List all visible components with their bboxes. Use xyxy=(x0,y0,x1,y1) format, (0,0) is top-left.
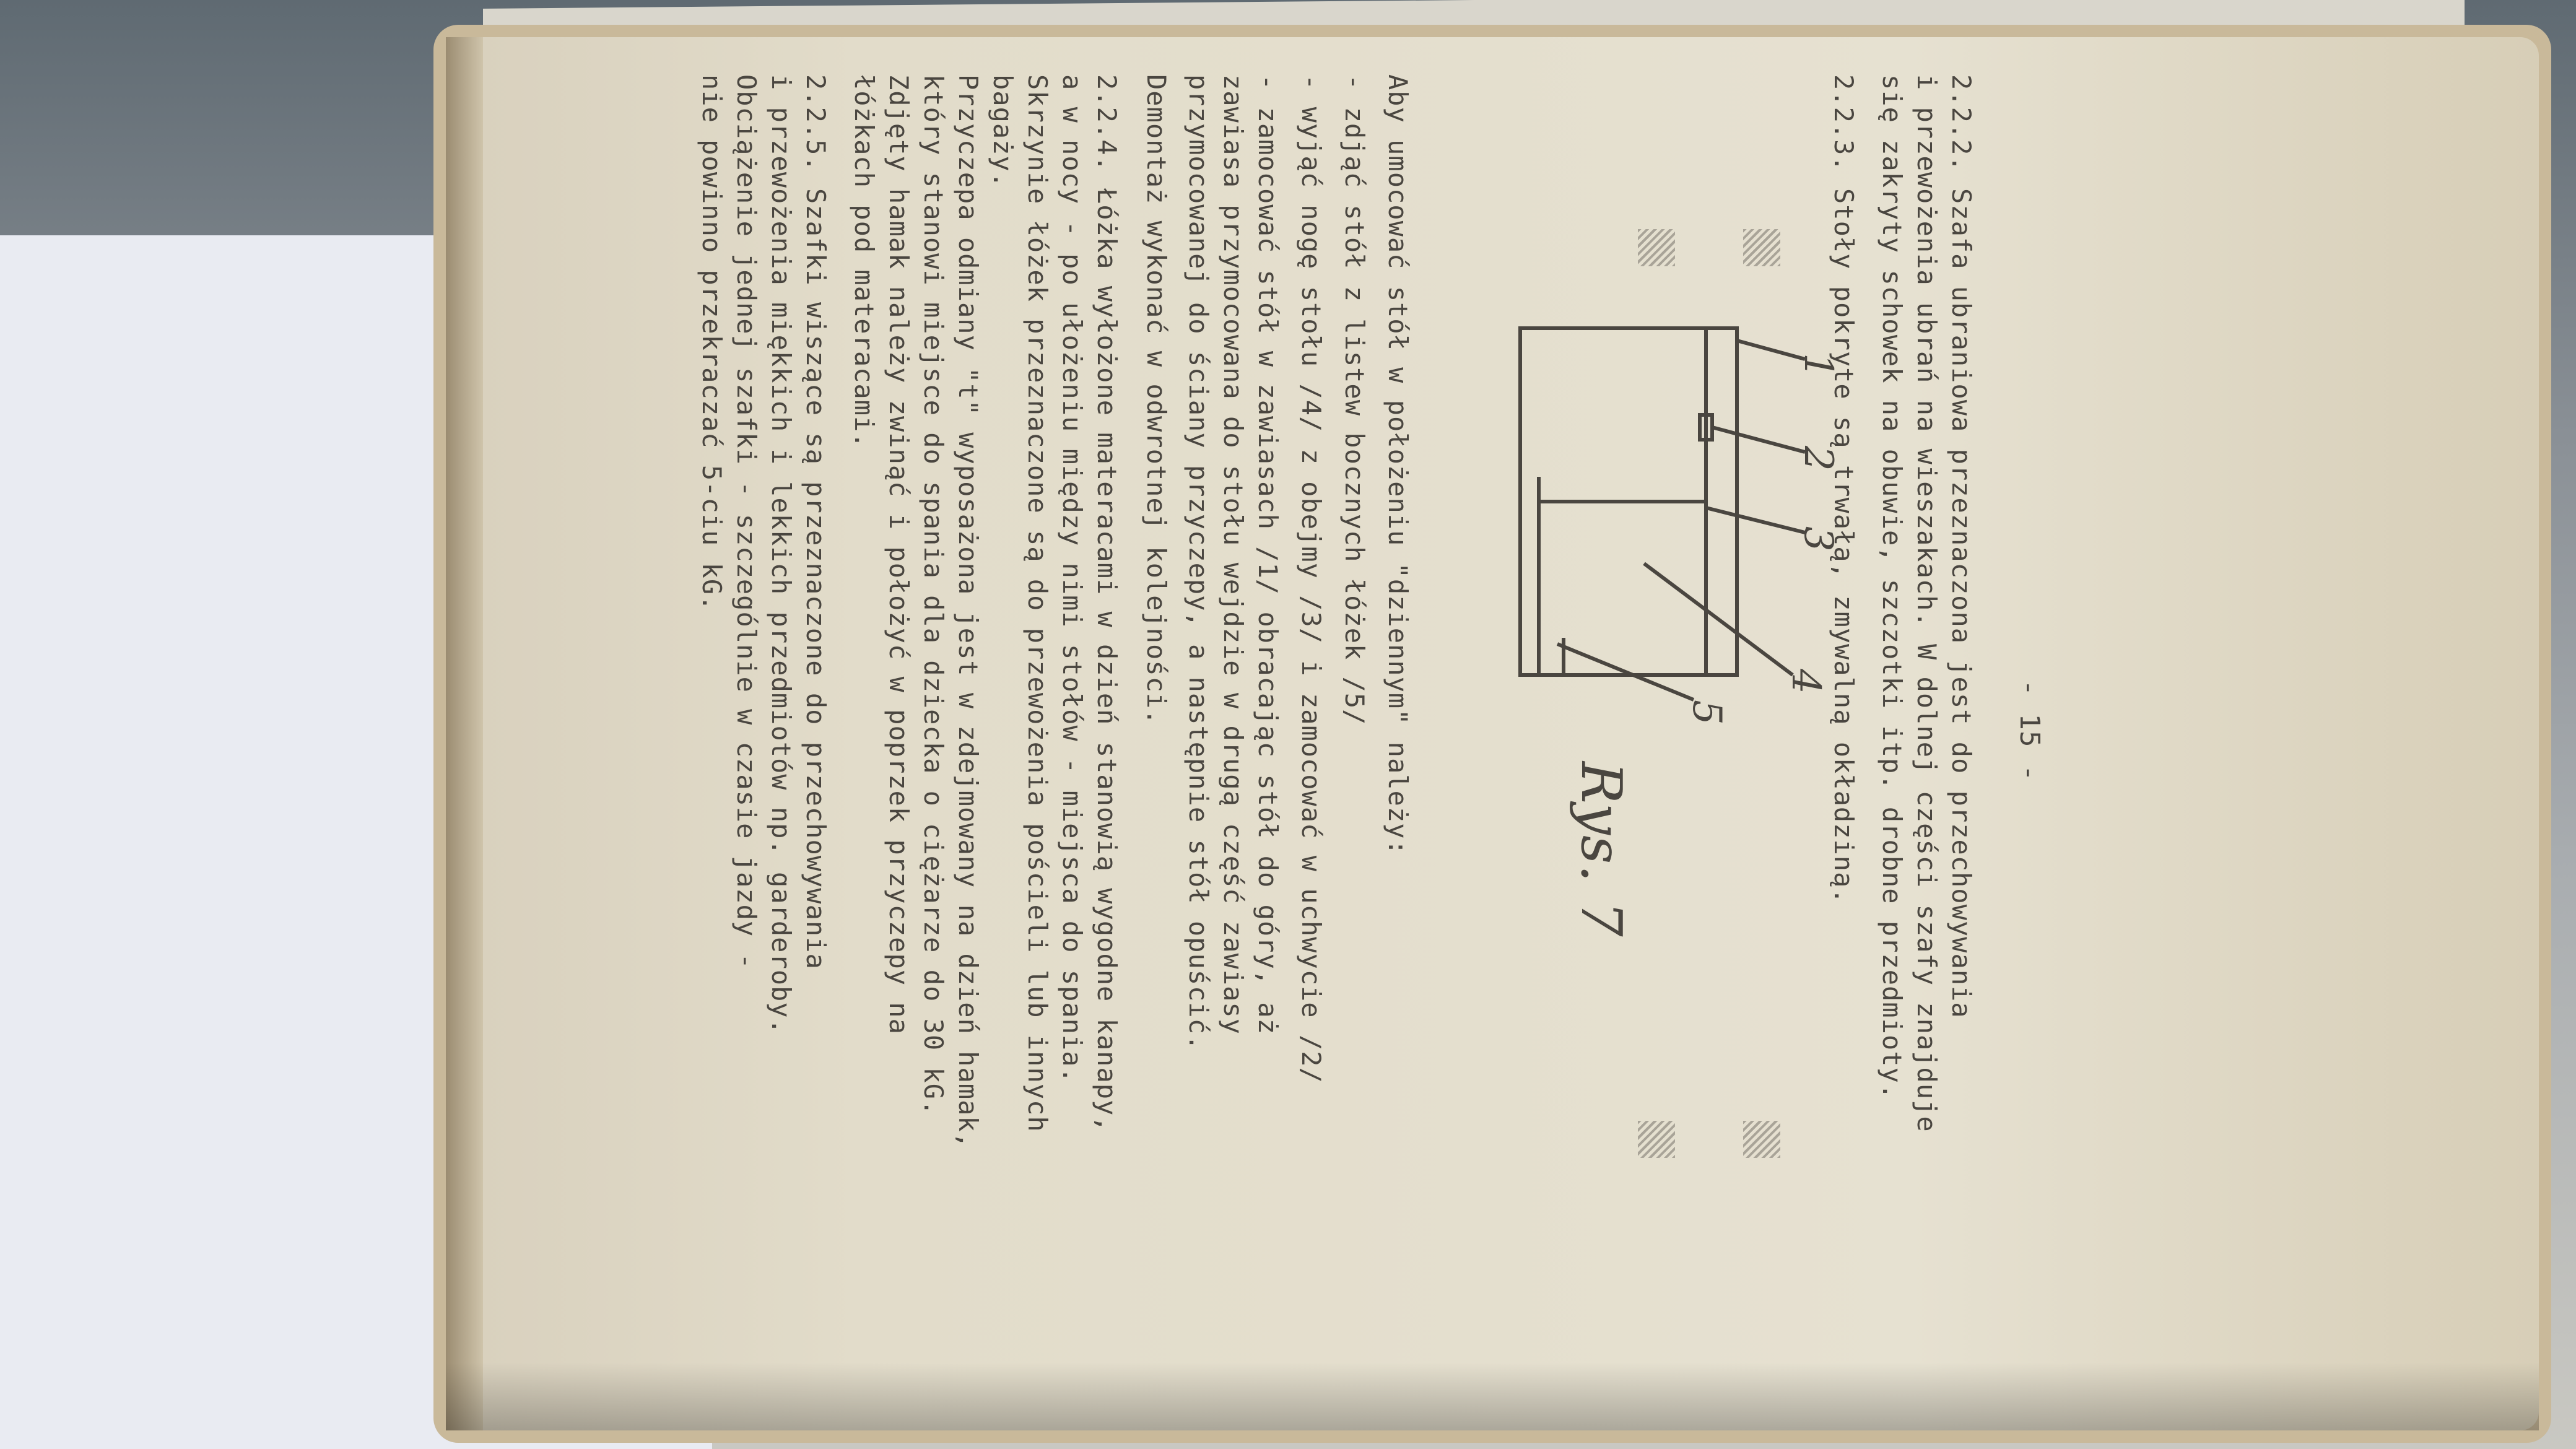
instruction-intro: Aby umocować stół w położeniu "dziennym" należy: xyxy=(1383,74,1413,856)
stipple-mark xyxy=(1743,229,1780,266)
paragraph-224-line8: łóżkach pod materacami. xyxy=(849,74,879,449)
figure-leader-3 xyxy=(1706,508,1805,533)
paragraph-225-line4: nie powinno przekraczać 5-ciu kG. xyxy=(697,74,727,612)
instruction-step-3-end: przymocowanej do ściany przyczepy, a następnie stół opuścić. xyxy=(1183,74,1214,1051)
paragraph-225-line3: Obciążenie jednej szafki - szczególnie w czasie jazdy - xyxy=(731,74,762,970)
figure-table-mounting xyxy=(1446,272,1841,954)
paragraph-225-line1: 2.2.5. Szafki wiszące są przeznaczone do przechowywania xyxy=(801,74,831,970)
figure-label-3: 3 xyxy=(1795,526,1841,552)
stipple-mark xyxy=(1743,1121,1780,1158)
instruction-step-2: - wyjąć nogę stołu /4/ z obejmy /3/ i zamocować w uchwycie /2/ xyxy=(1296,74,1326,1084)
stipple-mark xyxy=(1638,229,1675,266)
page-content xyxy=(523,74,2071,1387)
figure-label-2: 2 xyxy=(1795,446,1841,472)
paragraph-224-line3: Skrzynie łóżek przeznaczone są do przewożenia pościeli lub innych xyxy=(1022,74,1053,1133)
book-spine xyxy=(446,37,483,1430)
paragraph-223: 2.2.3. Stoły pokryte są trwałą, zmywalną okładziną. xyxy=(1829,74,1859,905)
paragraph-224-line5: Przyczepa odmiany "t" wyposażona jest w zdejmowany na dzień hamak, xyxy=(953,74,983,1149)
paragraph-224-line6: który stanowi miejsce do spania dla dziecka o ciężarze do 30 kG. xyxy=(918,74,949,1116)
page-number: - 15 - xyxy=(2014,679,2045,782)
paragraph-222-line3: się zakryty schowek na obuwie, szczotki itp. drobne przedmioty. xyxy=(1877,74,1907,1100)
instruction-step-3-cont: zawiasa przymocowana do stołu wejdzie w drugą część zawiasy xyxy=(1218,74,1248,1035)
disassembly-note: Demontaż wykonać w odwrotnej kolejności. xyxy=(1141,74,1172,726)
figure-leader-5 xyxy=(1557,644,1694,700)
paragraph-222-line2: i przewożenia ubrań na wieszakach. W dolnej części szafy znajduje xyxy=(1912,74,1942,1133)
paragraph-224-line7: Zdjęty hamak należy zwinąć i położyć w poprzek przyczepy na xyxy=(884,74,914,1035)
paragraph-224-line2: a w nocy - po ułożeniu między nimi stołów - miejsca do spania. xyxy=(1057,74,1087,1084)
paragraph-222-line1: 2.2.2. Szafa ubraniowa przeznaczona jest do przechowywania xyxy=(1946,74,1977,1019)
paragraph-224-line1: 2.2.4. Łóżka wyłożone materacami w dzień stanowią wygodne kanapy, xyxy=(1092,74,1122,1133)
figure-leader-4 xyxy=(1644,564,1793,675)
paragraph-225-line2: i przewożenia miękkich i lekkich przedmiotów np. garderoby. xyxy=(766,74,796,1035)
paragraph-224-line4: bagaży. xyxy=(988,74,1018,189)
figure-leader-2 xyxy=(1712,427,1805,452)
figure-label-5: 5 xyxy=(1684,700,1730,726)
instruction-step-1: - zdjąć stół z listew bocznych łóżek /5/ xyxy=(1339,74,1370,726)
figure-caption: Rys. 7 xyxy=(1569,762,1634,938)
figure-label-1: 1 xyxy=(1795,353,1841,379)
figure-label-4: 4 xyxy=(1783,669,1829,695)
stipple-mark xyxy=(1638,1121,1675,1158)
instruction-step-3: - zamocować stół w zawiasach /1/ obracając stół do góry, aż xyxy=(1253,74,1283,1035)
